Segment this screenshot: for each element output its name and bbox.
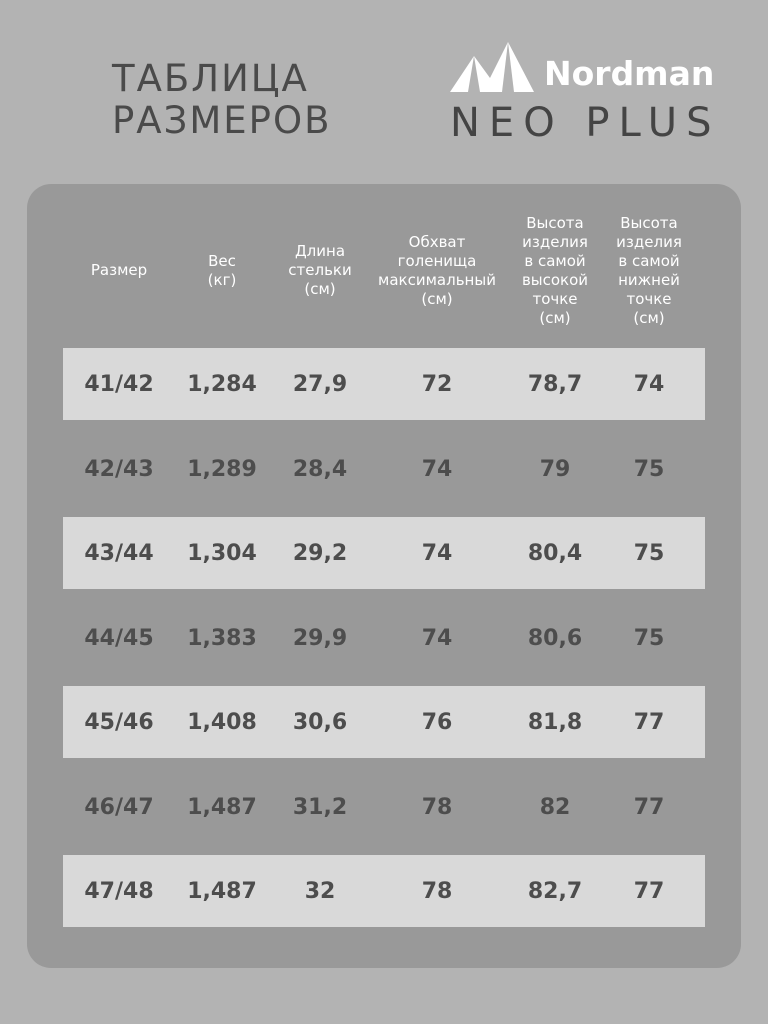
column-header-1: Вес (кг) (207, 251, 237, 289)
table-cell: 1,304 (187, 540, 257, 566)
table-cell: 82,7 (527, 878, 583, 904)
table-cell: 74 (633, 371, 665, 397)
column-header-2: Длина стельки (см) (288, 242, 352, 298)
table-row (63, 602, 705, 674)
table-cell: 80,6 (527, 625, 583, 651)
brand-block (450, 42, 742, 146)
table-cell: 74 (421, 625, 453, 651)
column-header-0: Размер (90, 261, 148, 279)
table-cell: 41/42 (84, 371, 154, 397)
model-name: NEO PLUS (450, 100, 721, 146)
table-cell: 1,487 (187, 878, 257, 904)
table-cell: 74 (421, 456, 453, 482)
table-cell: 42/43 (84, 456, 154, 482)
brand-name: Nordman (544, 54, 715, 93)
table-cell: 30,6 (292, 709, 348, 735)
table-cell: 1,289 (187, 456, 257, 482)
table-cell: 32 (304, 878, 336, 904)
nordman-mountain-logo-icon (450, 42, 534, 94)
table-cell: 79 (539, 456, 571, 482)
table-cell: 74 (421, 540, 453, 566)
column-header-5: Высота изделия в самой нижней точке (см) (616, 213, 682, 327)
table-cell: 28,4 (292, 456, 348, 482)
table-row (63, 686, 705, 758)
table-cell: 75 (633, 625, 665, 651)
table-cell: 81,8 (527, 709, 583, 735)
table-row (63, 348, 705, 420)
page-title (112, 58, 331, 142)
column-header-4: Высота изделия в самой высокой точке (см) (521, 213, 589, 327)
table-row (63, 855, 705, 927)
table-cell: 78 (421, 794, 453, 820)
table-row (63, 771, 705, 843)
table-cell: 29,9 (292, 625, 348, 651)
table-cell: 44/45 (84, 625, 154, 651)
table-cell: 75 (633, 456, 665, 482)
table-cell: 1,408 (187, 709, 257, 735)
table-cell: 77 (633, 794, 665, 820)
table-cell: 80,4 (527, 540, 583, 566)
table-cell: 27,9 (292, 371, 348, 397)
table-cell: 47/48 (84, 878, 154, 904)
table-cell: 46/47 (84, 794, 154, 820)
table-cell: 78,7 (527, 371, 583, 397)
table-cell: 1,383 (187, 625, 257, 651)
table-cell: 45/46 (84, 709, 154, 735)
table-cell: 76 (421, 709, 453, 735)
column-header-3: Обхват голенища максимальный (см) (378, 232, 496, 308)
table-cell: 75 (633, 540, 665, 566)
title-line-1: ТАБЛИЦА (112, 57, 309, 100)
table-cell: 43/44 (84, 540, 154, 566)
table-row (63, 433, 705, 505)
table-cell: 77 (633, 878, 665, 904)
table-cell: 31,2 (292, 794, 348, 820)
table-cell: 82 (539, 794, 571, 820)
title-line-2: РАЗМЕРОВ (112, 99, 332, 142)
table-row (63, 517, 705, 589)
table-cell: 1,487 (187, 794, 257, 820)
table-cell: 78 (421, 878, 453, 904)
table-cell: 1,284 (187, 371, 257, 397)
table-cell: 72 (421, 371, 453, 397)
table-cell: 77 (633, 709, 665, 735)
table-header (0, 208, 768, 333)
table-cell: 29,2 (292, 540, 348, 566)
